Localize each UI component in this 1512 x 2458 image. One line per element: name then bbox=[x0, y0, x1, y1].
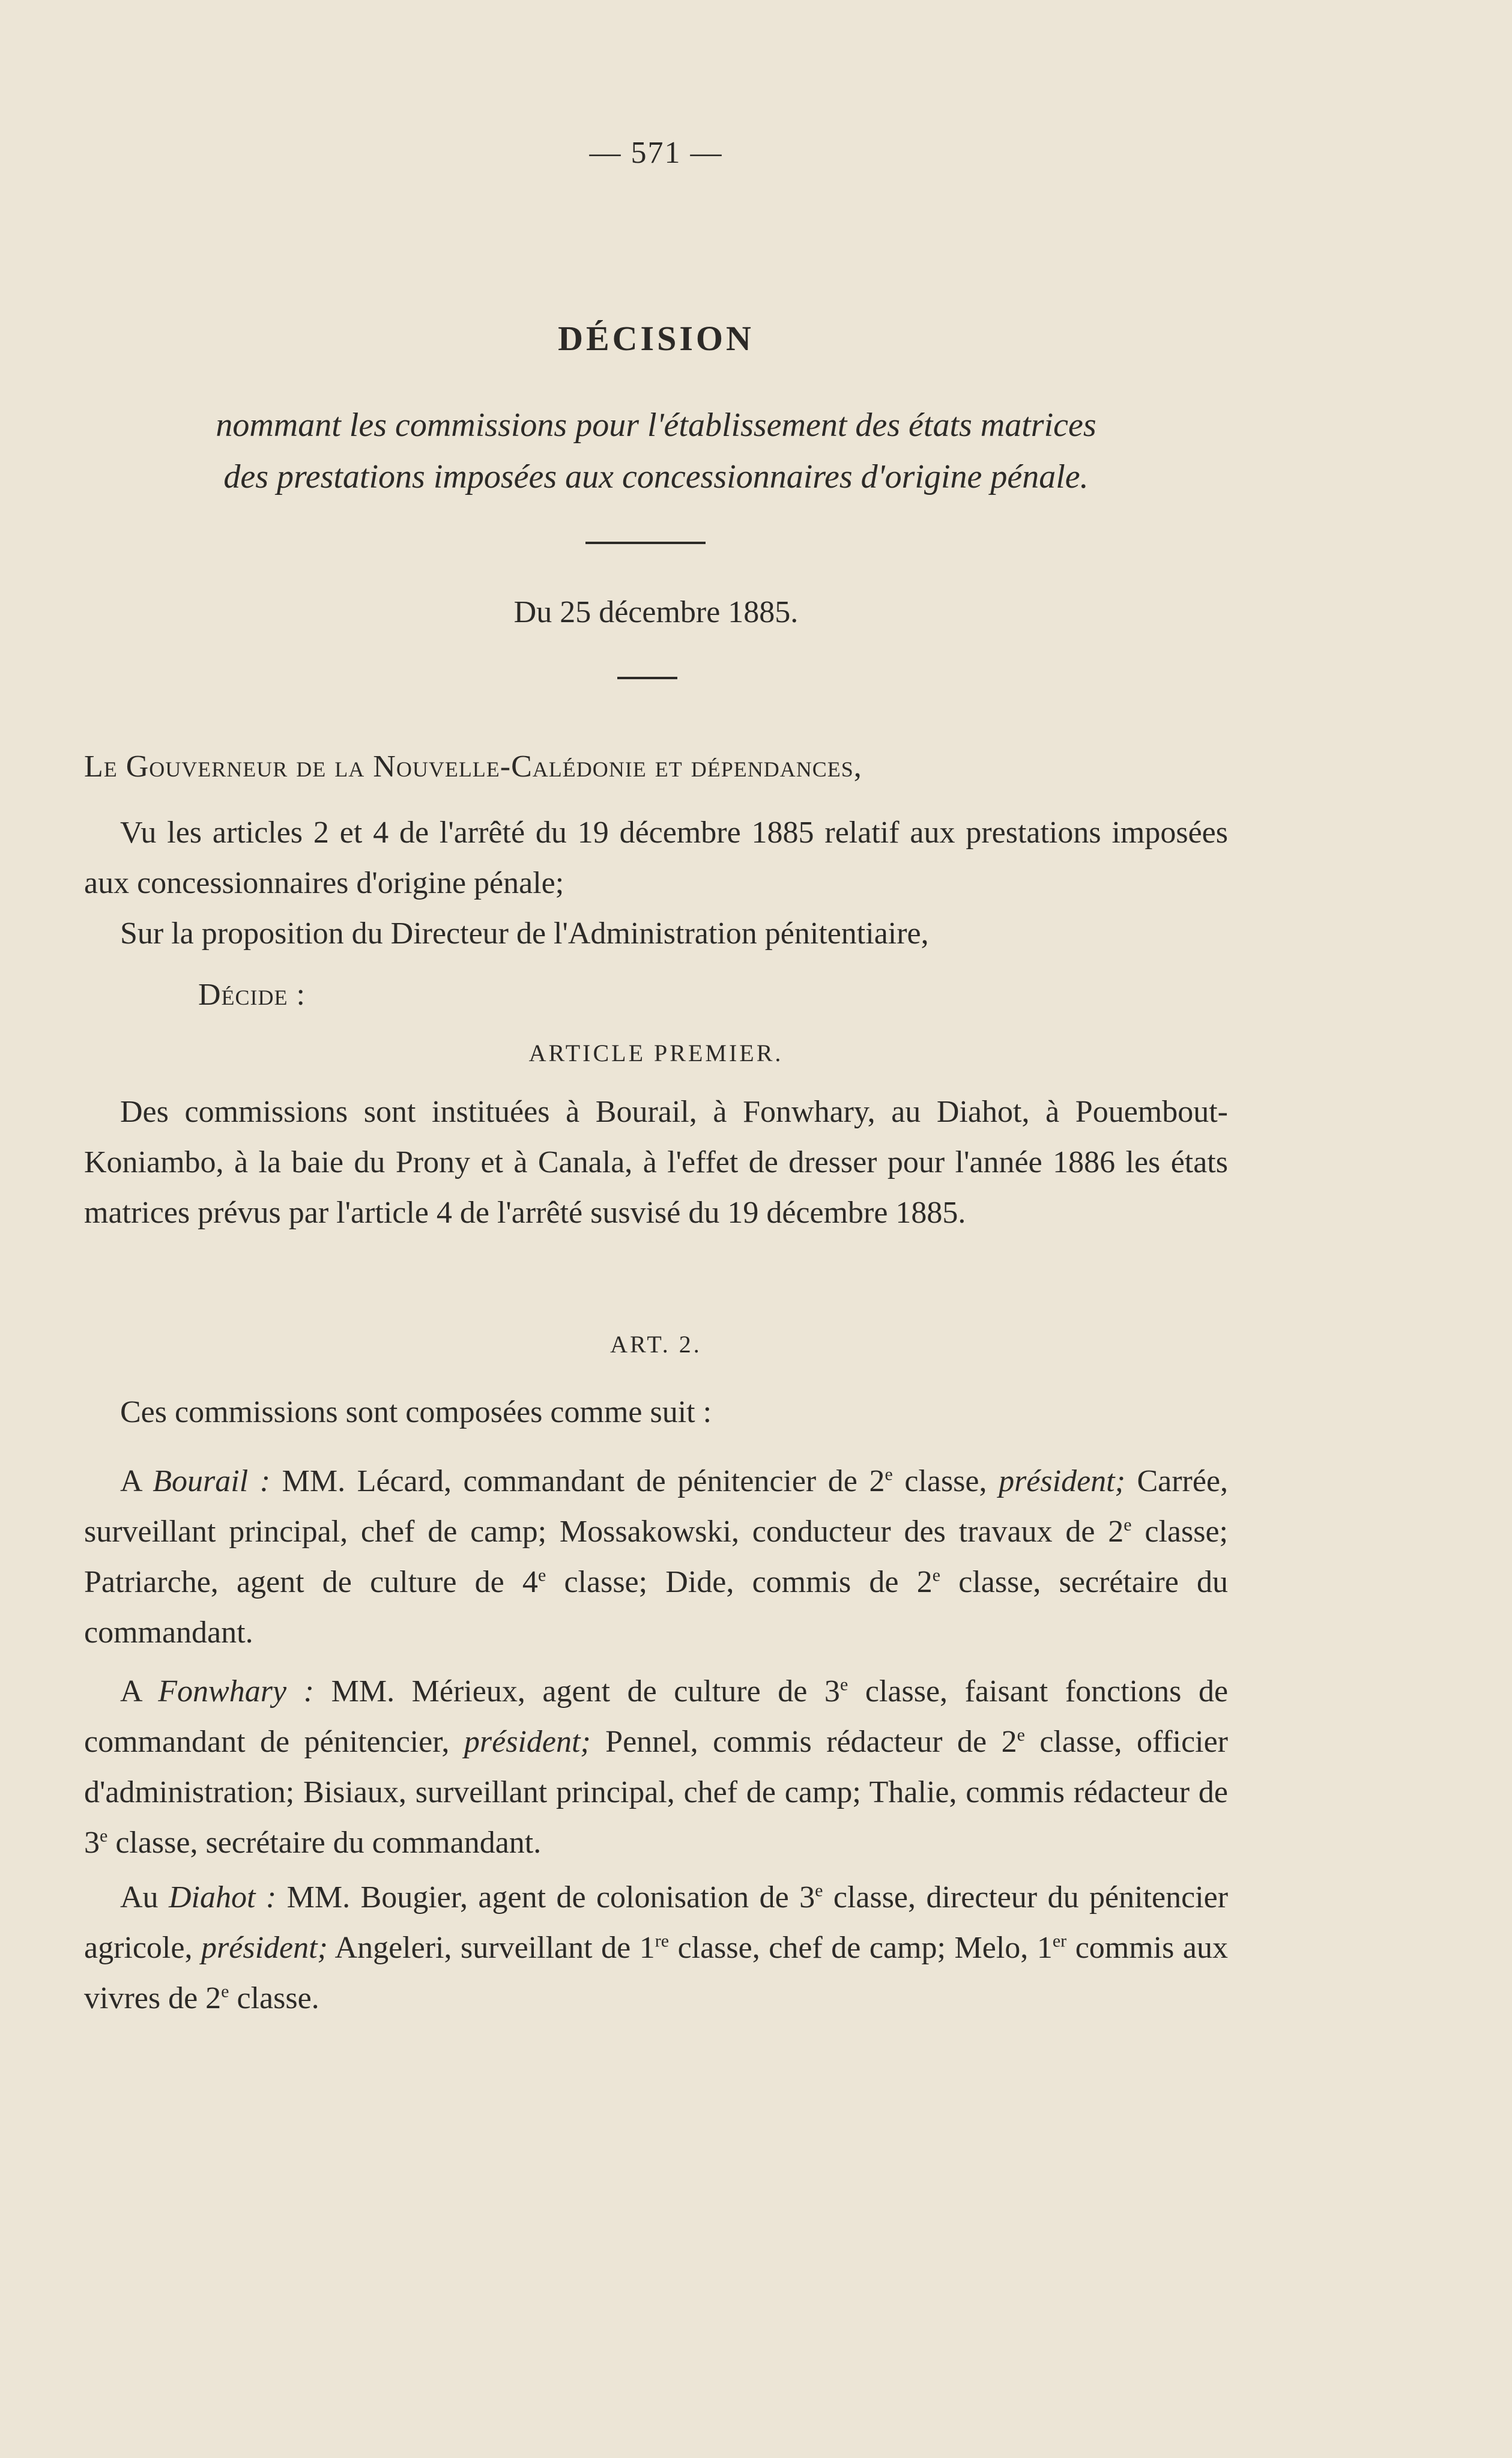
superscript: re bbox=[655, 1931, 670, 1951]
role-president: président; bbox=[464, 1725, 591, 1759]
role-president: président; bbox=[999, 1464, 1125, 1498]
superscript: e bbox=[815, 1880, 823, 1901]
text-segment: classe, faisant fonctions de commandant de pénitencier, bbox=[84, 1674, 1229, 1759]
text-segment: classe, bbox=[892, 1464, 999, 1498]
place-name: Fonwhary : bbox=[158, 1674, 314, 1709]
superscript: e bbox=[1123, 1515, 1132, 1535]
text-segment: classe, secrétaire du commandant. bbox=[84, 1565, 1229, 1650]
decision-subtitle bbox=[84, 399, 1228, 503]
text-segment: classe. bbox=[229, 1981, 319, 2015]
place-name: Bourail : bbox=[153, 1464, 271, 1498]
role-president: président; bbox=[201, 1931, 328, 1965]
superscript: e bbox=[932, 1565, 941, 1585]
text-segment: classe, secrétaire du commandant. bbox=[107, 1826, 542, 1860]
divider-rule bbox=[617, 677, 677, 679]
text-segment: classe; Dide, commis de 2 bbox=[546, 1565, 933, 1599]
text-segment: Angeleri, surveillant de 1 bbox=[327, 1931, 655, 1965]
subtitle-line-1: nommant les commissions pour l'établissement des états matrices bbox=[216, 407, 1096, 444]
commission-diahot bbox=[84, 1872, 1228, 2024]
superscript: e bbox=[221, 1981, 229, 2002]
text-segment: classe, chef de camp; Melo, 1 bbox=[669, 1931, 1053, 1965]
decide-label: Décide : bbox=[198, 978, 306, 1012]
text-segment: commis aux vivres de 2 bbox=[84, 1931, 1229, 2015]
decision-date: Du 25 décembre 1885. bbox=[513, 595, 799, 629]
commission-fonwhary bbox=[84, 1666, 1228, 1868]
preamble-vu: Vu les articles 2 et 4 de l'arrêté du 19 décembre 1885 relatif aux prestations imposées aux concessionnaires d'origine pénale; bbox=[84, 816, 1228, 900]
superscript: er bbox=[1052, 1931, 1067, 1951]
text-segment: classe, officier d'administration; Bisiaux, surveillant principal, chef de camp; Thalie, commis rédacteur de 3 bbox=[84, 1725, 1229, 1860]
divider-rule bbox=[585, 542, 706, 544]
text-segment: MM. Lécard, commandant de pénitencier de 2 bbox=[282, 1464, 885, 1498]
prefix: A bbox=[120, 1674, 141, 1709]
superscript: e bbox=[839, 1674, 848, 1695]
prefix: Au bbox=[120, 1880, 159, 1915]
prefix: A bbox=[120, 1464, 141, 1498]
article-2-intro: Ces commissions sont composées comme suit : bbox=[120, 1395, 712, 1429]
superscript: e bbox=[885, 1464, 893, 1485]
preamble-sur: Sur la proposition du Directeur de l'Administration pénitentiaire, bbox=[120, 916, 929, 951]
text-segment: MM. Mérieux, agent de culture de 3 bbox=[331, 1674, 840, 1709]
text-segment: classe, directeur du pénitencier agricole, bbox=[84, 1880, 1229, 1965]
place-name: Diahot : bbox=[169, 1880, 277, 1915]
governor-heading: Le Gouverneur de la Nouvelle-Calédonie et dépendances, bbox=[84, 749, 862, 784]
article-1-heading: ARTICLE PREMIER. bbox=[528, 1040, 784, 1067]
superscript: e bbox=[1017, 1725, 1025, 1745]
article-1-text: Des commissions sont instituées à Bourail, à Fonwhary, au Diahot, à Pouembout-Koniambo, à la baie du Prony et à Canala, à l'effet de dresser pour l'année 1886 les états matrices prévus par l'article 4 de l'arrêté susvisé du 19 décembre 1885. bbox=[84, 1095, 1228, 1230]
decision-title: DÉCISION bbox=[558, 319, 754, 358]
subtitle-line-2: des prestations imposées aux concessionnaires d'origine pénale. bbox=[223, 458, 1089, 495]
article-2-heading: ART. 2. bbox=[610, 1331, 702, 1358]
page-number: — 571 — bbox=[589, 136, 723, 170]
text-segment: Carrée, surveillant principal, chef de camp; Mossakowski, conducteur des travaux de 2 bbox=[84, 1464, 1229, 1549]
superscript: e bbox=[537, 1565, 546, 1585]
commission-bourail bbox=[84, 1456, 1228, 1658]
text-segment: classe; Patriarche, agent de culture de 4 bbox=[84, 1515, 1228, 1599]
text-segment: MM. Bougier, agent de colonisation de 3 bbox=[286, 1880, 815, 1915]
text-segment: Pennel, commis rédacteur de 2 bbox=[590, 1725, 1017, 1759]
superscript: e bbox=[100, 1826, 108, 1846]
